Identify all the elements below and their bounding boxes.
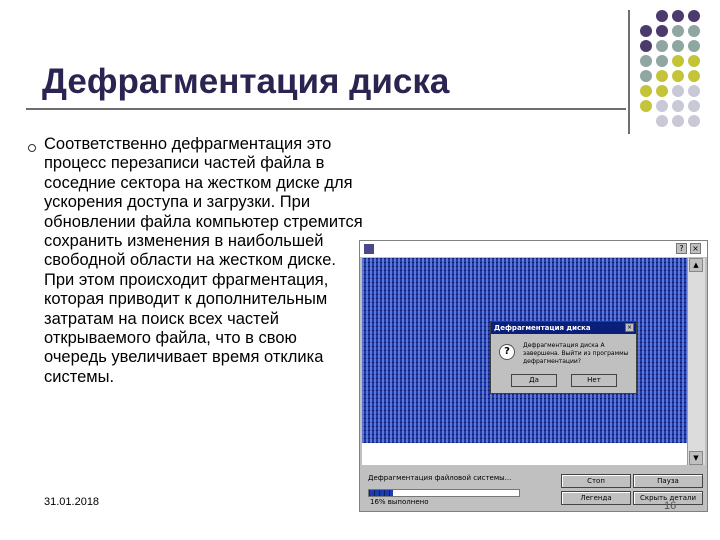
status-text: Дефрагментация файловой системы...	[368, 474, 512, 482]
vertical-divider	[628, 10, 630, 134]
decorative-dot	[640, 70, 652, 82]
question-icon: ?	[499, 344, 515, 360]
decorative-dot	[672, 70, 684, 82]
decorative-dot	[672, 100, 684, 112]
scroll-up-arrow-icon[interactable]: ▲	[689, 258, 703, 272]
legend-button[interactable]: Легенда	[561, 491, 631, 505]
decorative-dot	[672, 40, 684, 52]
page-number: 16	[664, 500, 677, 512]
horizontal-divider	[26, 108, 626, 110]
decorative-dot	[656, 115, 668, 127]
decorative-dot	[656, 40, 668, 52]
window-titlebar	[360, 241, 707, 257]
decorative-dot	[640, 100, 652, 112]
stop-button[interactable]: Стоп	[561, 474, 631, 488]
close-icon[interactable]: ×	[690, 243, 701, 254]
decorative-dot	[688, 25, 700, 37]
confirm-dialog	[490, 321, 637, 394]
disk-map-empty-area	[362, 443, 687, 465]
footer-date: 31.01.2018	[44, 496, 100, 508]
slide-title: Дефрагментация диска	[42, 62, 450, 101]
decorative-dot	[688, 40, 700, 52]
decorative-dot	[656, 85, 668, 97]
percent-complete-text: 16% выполнено	[370, 498, 429, 506]
decorative-dot	[656, 55, 668, 67]
help-button[interactable]: ?	[676, 243, 687, 254]
bullet-marker	[28, 144, 36, 152]
decorative-dot-grid	[638, 8, 718, 128]
scroll-down-arrow-icon[interactable]: ▼	[689, 451, 703, 465]
progress-fill	[369, 490, 393, 496]
yes-button[interactable]: Да	[511, 374, 557, 387]
decorative-dot	[688, 10, 700, 22]
decorative-dot	[656, 100, 668, 112]
slide-body-text: Соответственно дефрагментация это процесс перезаписи частей файла в соседние сектора на жестком диске для ускорения доступа и загрузки. При обновлении файла компьютер стремится сохранить изменения в наибольшей свободной области на жестком диске. При этом происходит фрагментация, которая приводит к дополнительным затратам на поиск всех частей открываемого файла, что в свою очередь увеличивает время отклика системы.	[44, 135, 363, 386]
decorative-dot	[688, 55, 700, 67]
decorative-dot	[656, 10, 668, 22]
decorative-dot	[656, 70, 668, 82]
dialog-close-icon[interactable]: ×	[626, 324, 633, 331]
decorative-dot	[672, 25, 684, 37]
no-button[interactable]: Нет	[571, 374, 617, 387]
scrollbar[interactable]	[687, 258, 705, 465]
decorative-dot	[656, 25, 668, 37]
decorative-dot	[640, 55, 652, 67]
defrag-app-icon	[364, 244, 374, 254]
decorative-dot	[640, 25, 652, 37]
decorative-dot	[640, 40, 652, 52]
pause-button[interactable]: Пауза	[633, 474, 703, 488]
decorative-dot	[672, 115, 684, 127]
decorative-dot	[672, 85, 684, 97]
decorative-dot	[688, 115, 700, 127]
dialog-message: Дефрагментация диска А завершена. Выйти из программы дефрагментации?	[523, 342, 629, 365]
progress-bar	[368, 489, 520, 497]
dialog-title: Дефрагментация диска	[491, 322, 636, 334]
decorative-dot	[672, 10, 684, 22]
decorative-dot	[688, 100, 700, 112]
decorative-dot	[688, 85, 700, 97]
defrag-screenshot	[359, 240, 708, 512]
hide-details-button[interactable]: Скрыть детали	[633, 491, 703, 505]
decorative-dot	[688, 70, 700, 82]
decorative-dot	[640, 85, 652, 97]
decorative-dot	[672, 55, 684, 67]
